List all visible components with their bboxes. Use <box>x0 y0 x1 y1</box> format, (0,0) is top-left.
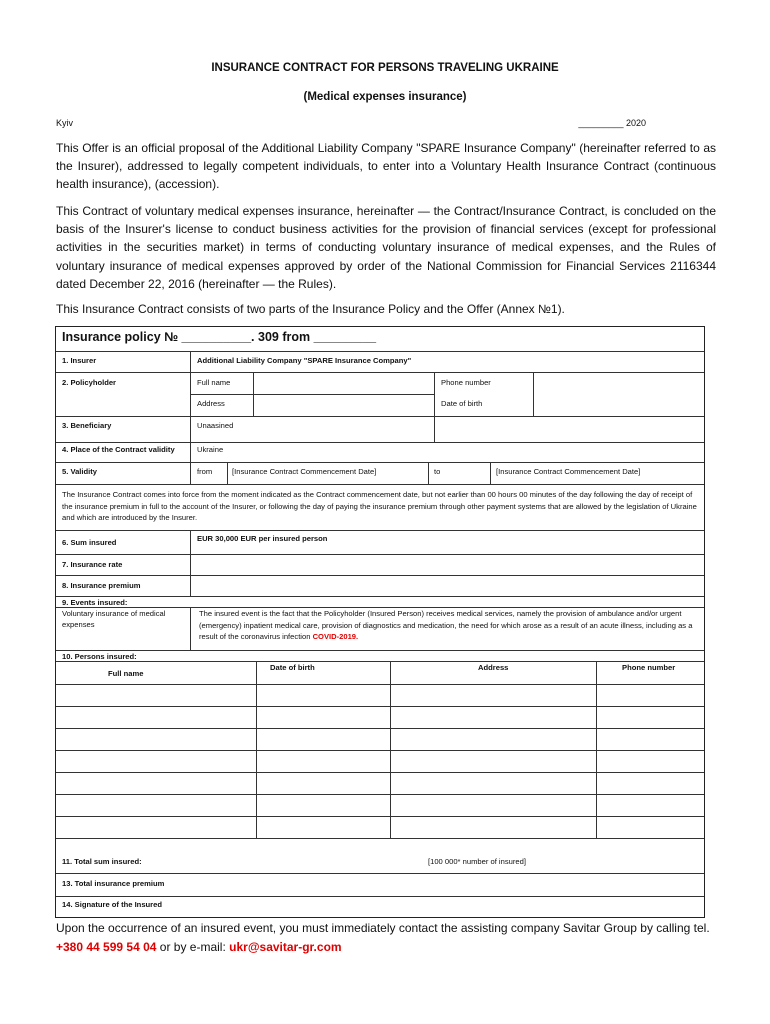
to-value: [Insurance Contract Commencement Date] <box>496 467 641 476</box>
total-sum-value: [100 000* number of insured] <box>428 857 526 866</box>
policy-heading: Insurance policy № __________. 309 from _________ <box>62 330 377 344</box>
covid-label: COVID-2019. <box>312 632 359 641</box>
column-address: Address <box>478 663 509 672</box>
intro-paragraph-1: This Offer is an official proposal of the Additional Liability Company "SPARE Insurance Company" (hereinafter referred to as the Insurer), addressed to legally competent individuals, to enter into a Voluntary Health Insurance Contract (continuous health insurance), (accession). <box>56 141 716 192</box>
insurer-value: Additional Liability Company "SPARE Insurance Company" <box>197 356 412 365</box>
assistance-phone[interactable]: +380 44 599 54 04 <box>56 940 157 954</box>
document-date: _________ 2020 <box>578 118 646 128</box>
events-type: Voluntary insurance of medical expenses <box>62 609 166 629</box>
validity-label: 5. Validity <box>62 467 98 476</box>
insurance-policy-form <box>55 326 705 918</box>
city: Kyiv <box>56 118 74 128</box>
place-label: 4. Place of the Contract validity <box>62 445 175 454</box>
signature-label: 14. Signature of the Insured <box>62 900 163 909</box>
insurance-rate-label: 7. Insurance rate <box>62 560 123 569</box>
address-label: Address <box>197 399 225 408</box>
assistance-footer: Upon the occurrence of an insured event, you must immediately contact the assisting company Savitar Group by calling tel. +380 44 599 54 04 or by e-mail: ukr@savitar-gr.com <box>56 921 710 954</box>
place-value: Ukraine <box>197 445 224 454</box>
column-full-name: Full name <box>108 669 144 678</box>
contract-validity-notice: The Insurance Contract comes into force from the moment indicated as the Contract commencement date, but not earlier than 00 hours 00 minutes of the day following the day of receipt of the insurance premium in full to the account of the Insurer, or following the day of paying the insurance premium through other payment systems that are allowed by the legislation of Ukraine and which are introduced by the Insurer. <box>62 490 697 522</box>
total-sum-label: 11. Total sum insured: <box>62 857 142 866</box>
document-subtitle: (Medical expenses insurance) <box>303 91 467 103</box>
persons-insured-label: 10. Persons insured: <box>62 652 137 661</box>
full-name-label: Full name <box>197 378 231 387</box>
intro-paragraph-3: This Insurance Contract consists of two parts of the Insurance Policy and the Offer (Annex №1). <box>56 302 565 316</box>
insurer-label: 1. Insurer <box>62 356 97 365</box>
assistance-email[interactable]: ukr@savitar-gr.com <box>229 940 342 954</box>
intro-paragraph-2: This Contract of voluntary medical expenses insurance, hereinafter — the Contract/Insurance Contract, is concluded on the basis of the Insurer's license to conduct business activities for the provision of financial services (except for professional activities in the securities market) in terms of conducting voluntary insurance of medical expenses, and the Rules of voluntary insurance of medical expenses approved by order of the National Commission for Financial Services 2116344 dated December 22, 2016 (hereinafter — the Rules). <box>56 204 716 291</box>
column-phone: Phone number <box>622 663 676 672</box>
phone-label: Phone number <box>441 378 491 387</box>
total-premium-label: 13. Total insurance premium <box>62 879 165 888</box>
policyholder-label: 2. Policyholder <box>62 378 117 387</box>
dob-label: Date of birth <box>441 399 483 408</box>
events-insured-label: 9. Events insured: <box>62 598 128 607</box>
from-value: [Insurance Contract Commencement Date] <box>232 467 377 476</box>
beneficiary-value: Unaasined <box>197 421 234 430</box>
to-label: to <box>434 467 441 476</box>
events-description: The insured event is the fact that the Policyholder (Insured Person) receives medical services, namely the provision of ambulance and/or urgent (emergency) inpatient medical care, provision of diagnostics and medication, the need for which arose as a result of an acute illness, including as a result of the coronavirus infection COVID-2019. <box>199 609 693 641</box>
from-label: from <box>197 467 213 476</box>
beneficiary-label: 3. Beneficiary <box>62 421 112 430</box>
sum-insured-value: EUR 30,000 EUR per insured person <box>197 534 328 543</box>
insurance-premium-label: 8. Insurance premium <box>62 581 141 590</box>
sum-insured-label: 6. Sum insured <box>62 538 117 547</box>
document-title: INSURANCE CONTRACT FOR PERSONS TRAVELING UKRAINE <box>211 62 559 74</box>
column-date-of-birth: Date of birth <box>270 663 315 672</box>
